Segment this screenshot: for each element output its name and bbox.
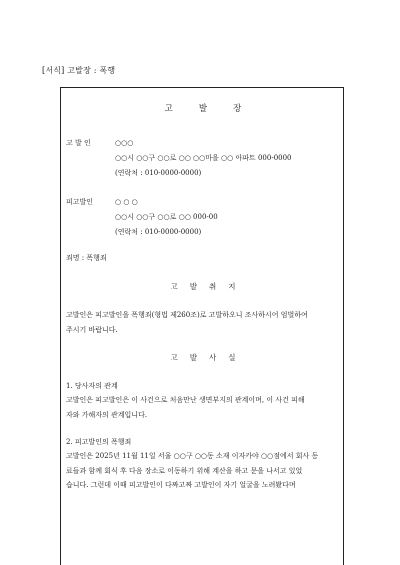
section1-line: 고발인은 피고발인은 이 사건으로 처음만난 생면부지의 관계이며, 이 사건 피해 xyxy=(66,396,305,404)
facts-heading xyxy=(61,353,345,362)
complainant-name: ○○○ xyxy=(115,139,134,147)
complainant-label: 고 발 인 xyxy=(66,139,91,147)
document-title xyxy=(61,105,345,114)
accused-label: 피고발인 xyxy=(66,198,94,206)
heading-char: 실 xyxy=(228,353,236,362)
accused-address: ○○시 ○○구 ○○로 ○○ 000-00 xyxy=(115,213,218,221)
charge-line: 죄명 : 폭행죄 xyxy=(66,254,107,262)
section2-line: 습니다. 그런데 이때 피고발인이 다짜고짜 고발인이 자기 얼굴을 노려봤다며 xyxy=(66,481,296,489)
section1-text xyxy=(66,393,305,422)
title-char: 장 xyxy=(233,104,242,114)
heading-char: 발 xyxy=(189,282,197,291)
section2-heading: 2. 피고발인의 폭행죄 xyxy=(66,438,132,446)
heading-char: 발 xyxy=(189,353,197,362)
complaint-document xyxy=(60,87,344,565)
form-caption: [서식] 고발장 : 폭행 xyxy=(42,66,116,75)
heading-char: 고 xyxy=(170,353,178,362)
section1-heading: 1. 당사자의 관계 xyxy=(66,382,118,390)
heading-char: 사 xyxy=(209,353,217,362)
complainant-contact: (연락처 : 010-0000-0000) xyxy=(115,169,202,177)
purpose-line: 고발인은 피고발인을 폭행죄(형법 제260조)로 고발하오니 조사하시어 엄벌하여 xyxy=(66,311,308,319)
title-char: 발 xyxy=(198,104,208,114)
complainant-address: ○○시 ○○구 ○○로 ○○ ○○마을 ○○ 아파트 000-0000 xyxy=(115,154,292,162)
accused-contact: (연락처 : 010-0000-0000) xyxy=(115,228,202,236)
heading-char: 지 xyxy=(228,282,236,291)
purpose-heading xyxy=(61,282,345,291)
title-char: 고 xyxy=(164,104,173,114)
accused-name: ○ ○ ○ xyxy=(115,198,138,206)
purpose-line: 주시기 바랍니다. xyxy=(66,325,118,334)
heading-char: 취 xyxy=(209,282,217,291)
section2-line: 료들과 함께 회식 후 다음 장소로 이동하기 위해 계산을 하고 문을 나서고 있었 xyxy=(66,466,303,475)
heading-char: 고 xyxy=(170,282,178,291)
section1-line: 자와 가해자의 관계입니다. xyxy=(66,410,148,419)
section2-line: 고발인은 2025년 11월 11일 서울 ○○구 ○○동 소재 이자카야 ○○점에서 회사 동 xyxy=(66,452,319,460)
purpose-text xyxy=(66,308,308,337)
section2-text xyxy=(66,449,318,493)
